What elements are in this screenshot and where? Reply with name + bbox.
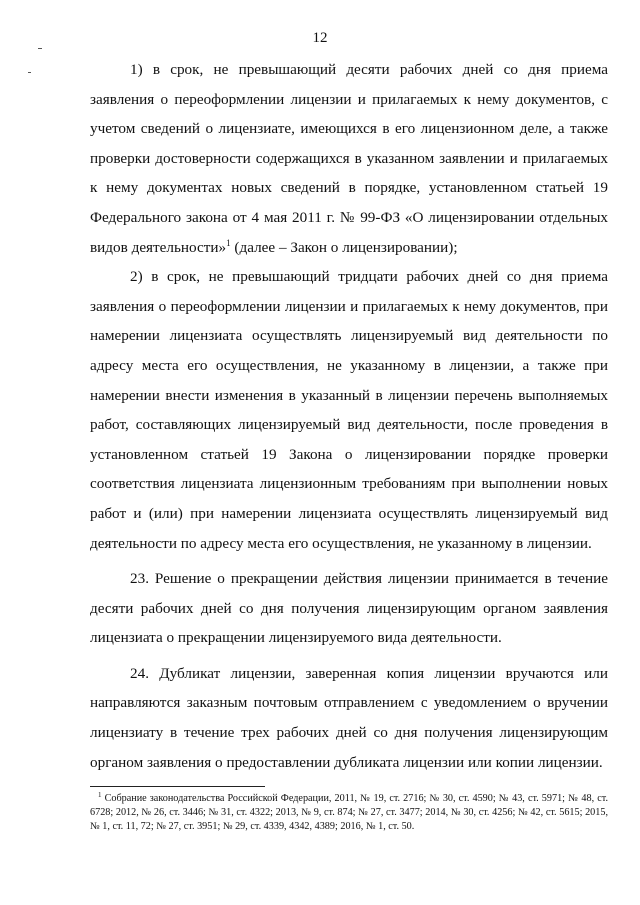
footnote	[90, 792, 608, 835]
footnote-marker: 1	[98, 791, 102, 799]
paragraph-text: 1) в срок, не превышающий десяти рабочих дней со дня приема заявления о переоформлении лицензии и прилагаемых к нему документов, с учетом сведений о лицензиате, имеющихся в его лицензионном деле, а также проверки достоверности содержащихся в указанном заявлении и прилагаемых к нему документах новых сведений в порядке, установленном статьей 19 Федерального закона от 4 мая 2011 г. № 99-ФЗ «О лицензировании отдельных видов деятельности»	[90, 61, 608, 256]
footnote-text: Собрание законодательства Российской Федерации, 2011, № 19, ст. 2716; № 30, ст. 4590; № 43, ст. 5971; № 48, ст. 6728; 2012, № 26, ст. 3446; № 31, ст. 4322; 2013, № 9, ст. 874; № 27, ст. 3477; 2014, № 30, ст. 4256; № 42, ст. 5615; 2015, № 1, ст. 11, 72; № 27, ст. 3951; № 29, ст. 4339, 4342, 4389; 2016, № 1, ст. 50.	[90, 793, 608, 833]
page-number: 12	[312, 30, 328, 46]
document-body	[90, 55, 608, 777]
footnote-reference: 1	[226, 237, 231, 248]
paragraph-clause-24: 24. Дубликат лицензии, заверенная копия лицензии вручаются или направляются заказным почтовым отправлением с уведомлением о вручении лицензиату в течение трех рабочих дней со дня получения лицензирующим органом заявления о предоставлении дубликата лицензии или копии лицензии.	[90, 664, 608, 771]
paragraph-item-2: 2) в срок, не превышающий тридцати рабочих дней со дня приема заявления о переоформлении лицензии и прилагаемых к нему документов, при намерении лицензиата осуществлять лицензируемый вид деятельности по адресу места его осуществления, не указанному в лицензии, а также при намерении внести изменения в указанный в лицензии перечень выполняемых работ, составляющих лицензируемый вид деятельности, после проведения в установленном статьей 19 Закона о лицензировании порядке проверки соответствия лицензиата лицензионным требованиям при выполнении новых работ и (или) при намерении лицензиата осуществлять лицензируемый вид деятельности по адресу места его осуществления, не указанному в лицензии.	[90, 268, 608, 552]
paragraph-text: (далее – Закон о лицензировании);	[230, 238, 458, 256]
paragraph-item-1	[90, 55, 608, 262]
paragraph-clause-23: 23. Решение о прекращении действия лицензии принимается в течение десяти рабочих дней со дня получения лицензирующим органом заявления лицензиата о прекращении лицензируемого вида деятельности.	[90, 570, 608, 647]
footnote-separator	[90, 786, 265, 787]
scan-mark	[28, 72, 31, 73]
scan-mark	[38, 48, 42, 49]
